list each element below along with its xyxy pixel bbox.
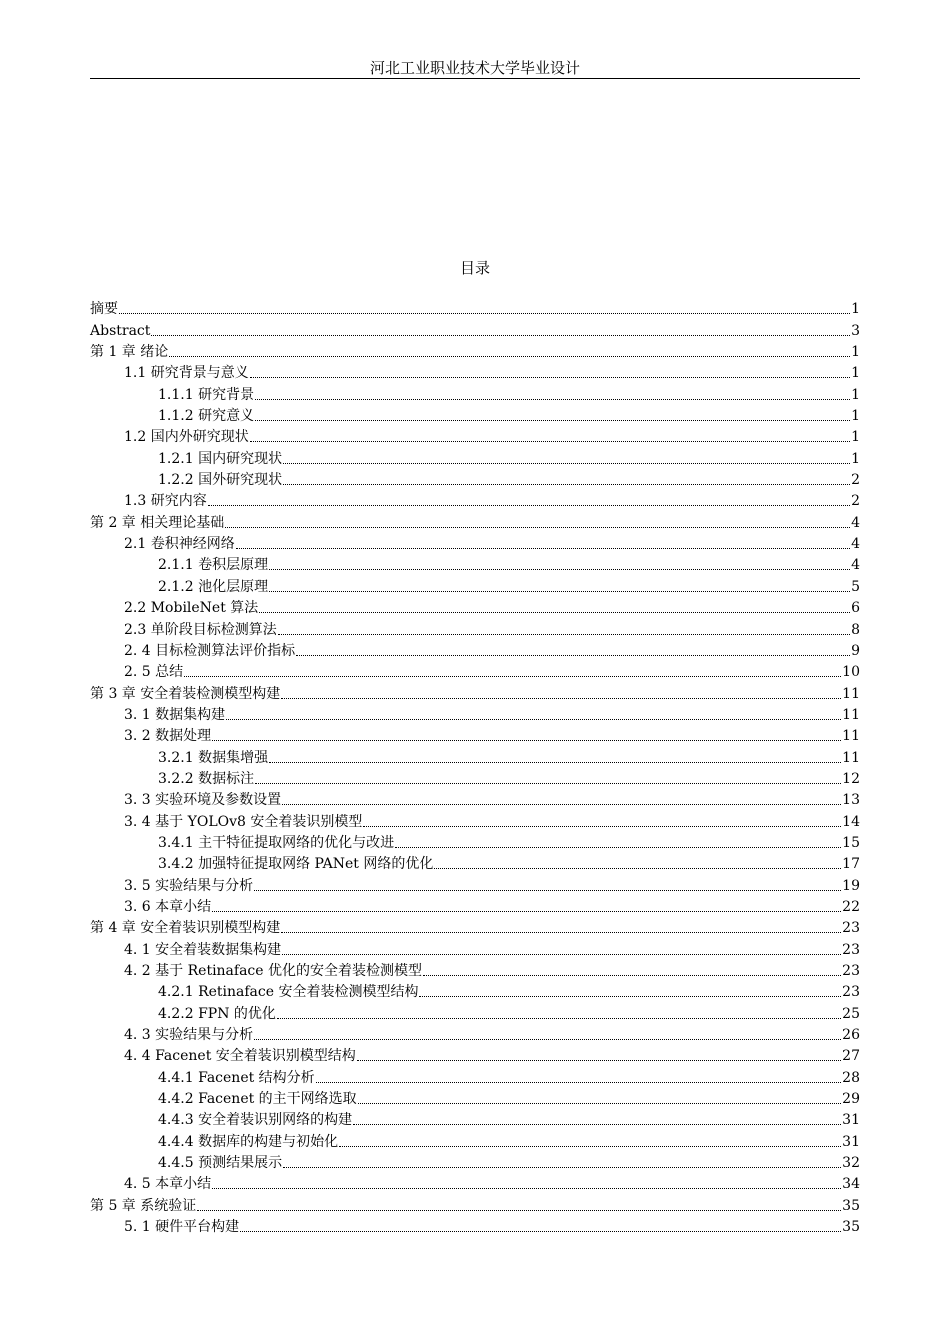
toc-entry-text: 第 2 章 相关理论基础 xyxy=(90,514,225,531)
toc-entry[interactable] xyxy=(90,980,860,1001)
toc-entry-page: 1 xyxy=(851,365,860,382)
toc-entry-text: 2.2 MobileNet 算法 xyxy=(124,600,259,617)
toc-entry-text: 4. 4 Facenet 安全着装识别模型结构 xyxy=(124,1048,356,1065)
toc-dot-leader xyxy=(283,1167,841,1168)
toc-entry-page: 31 xyxy=(842,1112,860,1129)
toc-dot-leader xyxy=(240,1231,841,1232)
toc-entry-page: 1 xyxy=(851,429,860,446)
toc-dot-leader xyxy=(259,612,850,613)
toc-entry-text: 4. 5 本章小结 xyxy=(124,1176,212,1193)
toc-entry-text: 2.1 卷积神经网络 xyxy=(124,536,235,553)
toc-entry[interactable] xyxy=(90,425,860,446)
toc-entry[interactable] xyxy=(90,1151,860,1172)
toc-entry-page: 32 xyxy=(842,1155,860,1172)
toc-entry[interactable] xyxy=(90,553,860,574)
toc-entry[interactable] xyxy=(90,318,860,339)
toc-dot-leader xyxy=(184,676,841,677)
toc-entry[interactable] xyxy=(90,895,860,916)
toc-entry-page: 35 xyxy=(842,1219,860,1236)
toc-entry-text: 1.2.1 国内研究现状 xyxy=(158,450,283,467)
toc-dot-leader xyxy=(197,1210,841,1211)
toc-entry-text: 4.4.5 预测结果展示 xyxy=(158,1155,283,1172)
toc-dot-leader xyxy=(282,954,841,955)
toc-entry[interactable] xyxy=(90,937,860,958)
toc-entry-page: 12 xyxy=(842,770,860,787)
header-rule xyxy=(90,78,860,79)
toc-entry[interactable] xyxy=(90,681,860,702)
toc-entry[interactable] xyxy=(90,959,860,980)
toc-dot-leader xyxy=(254,890,841,891)
toc-dot-leader xyxy=(254,1039,841,1040)
toc-entry-text: 4.4.2 Facenet 的主干网络选取 xyxy=(158,1091,357,1108)
toc-entry-text: 4. 2 基于 Retinaface 优化的安全着装检测模型 xyxy=(124,963,423,979)
toc-entry-text: Abstract xyxy=(90,322,151,339)
toc-entry-text: 3.2.2 数据标注 xyxy=(158,770,255,787)
toc-entry-page: 8 xyxy=(851,621,860,638)
toc-entry[interactable] xyxy=(90,617,860,638)
toc-entry-text: 3. 6 本章小结 xyxy=(124,898,212,915)
toc-entry[interactable] xyxy=(90,446,860,467)
toc-entry[interactable] xyxy=(90,510,860,531)
toc-entry-text: 2.3 单阶段目标检测算法 xyxy=(124,621,277,638)
toc-dot-leader xyxy=(283,484,850,485)
toc-entry[interactable] xyxy=(90,852,860,873)
toc-dot-leader xyxy=(226,719,841,720)
toc-entry[interactable] xyxy=(90,831,860,852)
toc-dot-leader xyxy=(269,569,850,570)
toc-entry[interactable] xyxy=(90,703,860,724)
toc-entry-page: 3 xyxy=(851,322,860,339)
toc-dot-leader xyxy=(281,932,841,933)
toc-entry-page: 23 xyxy=(842,963,860,979)
toc-entry-page: 9 xyxy=(851,642,860,659)
toc-entry[interactable] xyxy=(90,468,860,489)
toc-entry[interactable] xyxy=(90,1215,860,1236)
toc-entry[interactable] xyxy=(90,724,860,745)
toc-entry-text: 第 5 章 系统验证 xyxy=(90,1197,197,1214)
toc-entry-page: 13 xyxy=(842,792,860,809)
toc-entry-page: 19 xyxy=(842,877,860,894)
toc-entry-page: 10 xyxy=(842,664,860,681)
toc-entry[interactable] xyxy=(90,639,860,660)
toc-entry-page: 1 xyxy=(851,408,860,425)
toc-entry-text: 2.1.1 卷积层原理 xyxy=(158,557,269,574)
toc-dot-leader xyxy=(277,1018,841,1019)
toc-entry-text: 1.1.1 研究背景 xyxy=(158,386,255,403)
toc-entry[interactable] xyxy=(90,489,860,510)
toc-dot-leader xyxy=(282,804,841,805)
toc-entry-page: 5 xyxy=(851,578,860,595)
toc-entry-text: 4.4.4 数据库的构建与初始化 xyxy=(158,1133,339,1150)
toc-entry-page: 29 xyxy=(842,1091,860,1108)
toc-entry[interactable] xyxy=(90,1001,860,1022)
toc-entry-page: 4 xyxy=(851,557,860,574)
toc-entry[interactable] xyxy=(90,1023,860,1044)
toc-entry-text: 2. 5 总结 xyxy=(124,664,184,681)
toc-entry-text: 1.2.2 国外研究现状 xyxy=(158,472,283,489)
toc-entry-text: 2.1.2 池化层原理 xyxy=(158,578,269,595)
toc-entry-page: 35 xyxy=(842,1197,860,1214)
toc-dot-leader xyxy=(419,996,841,997)
toc-dot-leader xyxy=(212,1188,841,1189)
toc-entry-text: 1.1.2 研究意义 xyxy=(158,408,255,425)
toc-entry-text: 4.4.1 Facenet 结构分析 xyxy=(158,1069,315,1086)
toc-dot-leader xyxy=(316,1082,841,1083)
toc-entry-text: 3.4.2 加强特征提取网络 PANet 网络的优化 xyxy=(158,856,434,873)
toc-entry[interactable] xyxy=(90,809,860,830)
toc-entry-page: 34 xyxy=(842,1176,860,1193)
toc-entry-text: 4.4.3 安全着装识别网络的构建 xyxy=(158,1112,353,1129)
toc-entry-text: 第 1 章 绪论 xyxy=(90,344,169,361)
toc-title: 目录 xyxy=(459,259,490,277)
toc-entry-page: 11 xyxy=(842,728,860,745)
toc-entry-page: 25 xyxy=(842,1005,860,1022)
toc-dot-leader xyxy=(423,975,841,976)
toc-entry-page: 6 xyxy=(851,600,860,617)
toc-dot-leader xyxy=(353,1124,841,1125)
toc-entry[interactable] xyxy=(90,361,860,382)
toc-entry-page: 23 xyxy=(842,920,860,937)
toc-entry-page: 1 xyxy=(851,450,860,467)
toc-entry-page: 31 xyxy=(842,1133,860,1150)
toc-dot-leader xyxy=(169,356,850,357)
toc-dot-leader xyxy=(250,377,850,378)
toc-dot-leader xyxy=(225,527,850,528)
toc-dot-leader xyxy=(119,313,850,314)
toc-entry-text: 3. 3 实验环境及参数设置 xyxy=(124,792,282,809)
toc-entry-text: 3. 4 基于 YOLOv8 安全着装识别模型 xyxy=(124,813,363,830)
toc-entry-text: 4.2.1 Retinaface 安全着装检测模型结构 xyxy=(158,984,419,1001)
toc-dot-leader xyxy=(151,335,850,336)
toc-entry[interactable] xyxy=(90,1172,860,1193)
toc-entry[interactable] xyxy=(90,297,860,318)
toc-entry-text: 摘要 xyxy=(90,301,118,318)
toc-entry-page: 23 xyxy=(842,984,860,1001)
toc-dot-leader xyxy=(250,441,850,442)
toc-entry[interactable] xyxy=(90,873,860,894)
toc-entry[interactable] xyxy=(90,340,860,361)
toc-dot-leader xyxy=(255,420,850,421)
toc-entry-page: 4 xyxy=(851,514,860,531)
toc-entry[interactable] xyxy=(90,916,860,937)
toc-dot-leader xyxy=(269,591,850,592)
toc-entry[interactable] xyxy=(90,596,860,617)
toc-entry-text: 3. 5 实验结果与分析 xyxy=(124,877,254,894)
toc-entry[interactable] xyxy=(90,1193,860,1214)
toc-dot-leader xyxy=(269,762,841,763)
toc-entry[interactable] xyxy=(90,1087,860,1108)
toc-entry-text: 3.2.1 数据集增强 xyxy=(158,749,269,766)
toc-dot-leader xyxy=(339,1146,841,1147)
toc-entry-page: 4 xyxy=(851,536,860,553)
toc-dot-leader xyxy=(283,463,850,464)
table-of-contents xyxy=(90,297,860,1236)
toc-entry-page: 15 xyxy=(842,834,860,851)
toc-entry[interactable] xyxy=(90,1065,860,1086)
toc-entry-text: 3. 1 数据集构建 xyxy=(124,706,226,723)
toc-entry[interactable] xyxy=(90,745,860,766)
toc-entry[interactable] xyxy=(90,1129,860,1150)
toc-entry-text: 5. 1 硬件平台构建 xyxy=(124,1219,240,1236)
toc-dot-leader xyxy=(208,505,850,506)
toc-entry-page: 11 xyxy=(842,706,860,723)
toc-entry-text: 3. 2 数据处理 xyxy=(124,728,212,745)
toc-entry[interactable] xyxy=(90,788,860,809)
toc-entry-page: 2 xyxy=(851,493,860,510)
toc-entry-page: 2 xyxy=(851,472,860,489)
toc-entry-page: 1 xyxy=(851,344,860,361)
toc-entry-text: 2. 4 目标检测算法评价指标 xyxy=(124,642,296,659)
toc-entry[interactable] xyxy=(90,404,860,425)
toc-dot-leader xyxy=(395,847,841,848)
toc-entry[interactable] xyxy=(90,1044,860,1065)
toc-entry-page: 11 xyxy=(842,685,860,702)
toc-entry-page: 26 xyxy=(842,1027,860,1044)
toc-dot-leader xyxy=(278,634,850,635)
toc-entry-text: 1.3 研究内容 xyxy=(124,493,207,510)
toc-entry-text: 4.2.2 FPN 的优化 xyxy=(158,1005,276,1022)
toc-dot-leader xyxy=(281,698,841,699)
toc-entry[interactable] xyxy=(90,532,860,553)
toc-entry-text: 4. 1 安全着装数据集构建 xyxy=(124,941,282,958)
toc-dot-leader xyxy=(212,740,841,741)
toc-entry[interactable] xyxy=(90,767,860,788)
toc-entry[interactable] xyxy=(90,574,860,595)
toc-dot-leader xyxy=(236,548,850,549)
toc-entry-text: 1.2 国内外研究现状 xyxy=(124,429,249,446)
toc-dot-leader xyxy=(255,399,850,400)
toc-entry-page: 17 xyxy=(842,856,860,873)
toc-entry[interactable] xyxy=(90,660,860,681)
toc-entry-page: 22 xyxy=(842,898,860,915)
toc-entry-text: 3.4.1 主干特征提取网络的优化与改进 xyxy=(158,834,395,851)
toc-dot-leader xyxy=(255,783,841,784)
toc-dot-leader xyxy=(363,826,841,827)
toc-entry-page: 14 xyxy=(842,813,860,830)
toc-dot-leader xyxy=(296,655,850,656)
toc-entry[interactable] xyxy=(90,382,860,403)
toc-dot-leader xyxy=(434,868,841,869)
toc-dot-leader xyxy=(358,1103,841,1104)
toc-entry-text: 第 3 章 安全着装检测模型构建 xyxy=(90,685,281,702)
toc-entry-page: 1 xyxy=(851,386,860,403)
toc-entry[interactable] xyxy=(90,1108,860,1129)
toc-entry-page: 1 xyxy=(851,301,860,318)
toc-entry-page: 28 xyxy=(842,1069,860,1086)
toc-dot-leader xyxy=(212,911,841,912)
toc-entry-page: 23 xyxy=(842,941,860,958)
toc-entry-text: 4. 3 实验结果与分析 xyxy=(124,1027,254,1044)
toc-entry-text: 第 4 章 安全着装识别模型构建 xyxy=(90,920,281,937)
toc-entry-text: 1.1 研究背景与意义 xyxy=(124,365,249,382)
toc-entry-page: 27 xyxy=(842,1048,860,1065)
toc-entry-page: 11 xyxy=(842,749,860,766)
toc-dot-leader xyxy=(357,1060,841,1061)
page-header: 河北工业职业技术大学毕业设计 xyxy=(369,59,580,77)
